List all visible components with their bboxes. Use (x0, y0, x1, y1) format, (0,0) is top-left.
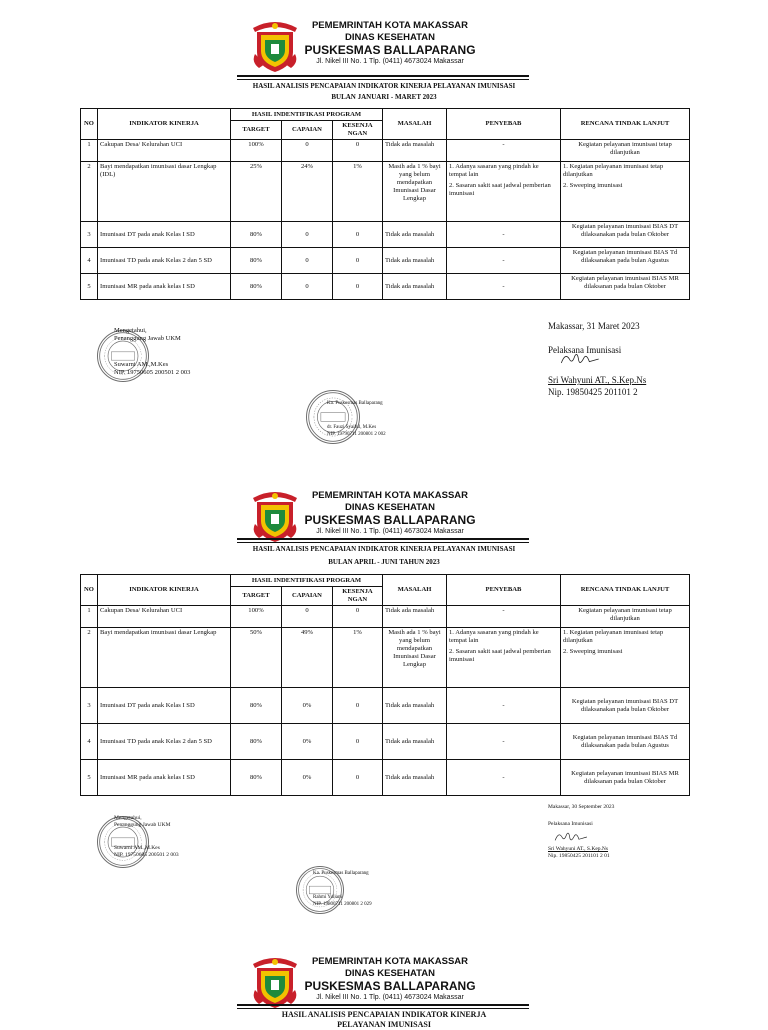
gov-name: PEMEMRINTAH KOTA MAKASSAR (311, 20, 469, 31)
signer-right: Makassar, 30 September 2023 Pelaksana Imunisasi Sri Wahyuni AT., S.Kep.Ns Nip. 19850425 201101 2 01 (548, 804, 615, 859)
signature-icon (554, 830, 588, 844)
report-title: HASIL ANALISIS PENCAPAIAN INDIKATOR KINERJA PELAYANAN IMUNISASI (252, 545, 516, 553)
col-capaian: CAPAIAN (282, 121, 333, 140)
table-row: 5 Imunisasi MR pada anak kelas I SD 80% 0 0 Tidak ada masalah - Kegiatan pelayanan imunisasi BIAS MR dilaksanan pada bulan Oktober (81, 274, 690, 300)
table-row: 2 Bayi mendapatkan imunisasi dasar Lengkap 50% 49% 1% Masih ada 1 % bayi yang belum mendapatkan Imunisasi Dasar Lengkap 1. Adanya sasaran yang pindah ke tempat lain 2. Sasaran sakit saat jadwal pemberian imunisasi 1. Kegiatan pelayanan imunisasi tetap dilanjutkan 2. Sweeping imunisasi (81, 628, 690, 688)
approver-left: Mengetahui, Penanggung Jawab UKM Suwarni AM.,M.Kes NIP. 19750605 200501 2 003 (114, 815, 179, 858)
puskesmas-name: PUSKESMAS BALLAPARANG (304, 43, 476, 57)
table-row: 3 Imunisasi DT pada anak Kelas I SD 80% 0% 0 Tidak ada masalah - Kegiatan pelayanan imunisasi BIAS DT dilaksanakan pada bulan Oktober (81, 688, 690, 724)
report-period: PELAYANAN IMUNISASI (337, 1020, 431, 1029)
col-penyebab: PENYEBAB (447, 109, 561, 140)
table-row: 2 Bayi mendapatkan imunisasi dasar Lengkap (IDL) 25% 24% 1% Masih ada 1 % bayi yang belum mendapatkan Imunisasi Dasar Lengkap 1. Adanya sasaran yang pindah ke tempat lain 2. Sasaran sakit saat jadwal pemberian imunisasi 1. Kegiatan pelayanan imunisasi tetap dilanjutkan 2. Sweeping imunisasi (81, 162, 690, 222)
report-title: HASIL ANALISIS PENCAPAIAN INDIKATOR KINERJA PELAYANAN IMUNISASI (252, 82, 516, 90)
approver-left: Mengetahui, Penanggung Jawab UKM Suwarni AM.,M.Kes NIP. 19750605 200501 2 003 (114, 327, 191, 376)
signer-right: Makassar, 31 Maret 2023 Pelaksana Imunisasi Sri Wahyuni AT., S.Kep.Ns Nip. 19850425 201101 2 (548, 321, 647, 397)
header-rule (237, 538, 529, 543)
table-row: 4 Imunisasi TD pada anak Kelas 2 dan 5 SD 80% 0 0 Tidak ada masalah - Kegiatan pelayanan imunisasi BIAS Td dilaksanakan pada bulan Agustus (81, 248, 690, 274)
dept-name: DINAS KESEHATAN (345, 32, 435, 43)
letterhead-text (300, 20, 480, 67)
report-period: BULAN APRIL - JUNI TAHUN 2023 (328, 558, 440, 566)
approver-center: Ka. Puskesmas Ballaparang dr. Fauzi Syaiful, M.Kes NIP. 19790711 200801 2 002 (327, 401, 386, 437)
table-row: 3 Imunisasi DT pada anak Kelas I SD 80% 0 0 Tidak ada masalah - Kegiatan pelayanan imunisasi BIAS DT dilaksanakan pada bulan Oktober (81, 222, 690, 248)
report-period: BULAN JANUARI - MARET 2023 (331, 93, 437, 101)
letterhead-text: PEMEMRINTAH KOTA MAKASSAR DINAS KESEHATAN PUSKESMAS BALLAPARANG Jl. Nikel III No. 1 Tlp. (0411) 4673024 Makassar (304, 490, 476, 535)
city-logo-icon (251, 488, 299, 544)
table-row: 1 Cakupan Desa/ Kelurahan UCI 100% 0 0 Tidak ada masalah - Kegiatan pelayanan imunisasi tetap dilanjutkan (81, 606, 690, 628)
signature-icon (560, 350, 600, 368)
city-logo-icon (251, 18, 299, 74)
table-row: 1 Cakupan Desa/ Kelurahan UCI 100% 0 0 Tidak ada masalah - Kegiatan pelayanan imunisasi tetap dilanjutkan (81, 140, 690, 162)
col-target: TARGET (231, 121, 282, 140)
report-title: HASIL ANALISIS PENCAPAIAN INDIKATOR KINERJA (281, 1010, 487, 1019)
col-kesenjangan: KESENJA NGAN (333, 121, 383, 140)
city-logo-icon (251, 954, 299, 1010)
letterhead-text: PEMEMRINTAH KOTA MAKASSAR DINAS KESEHATAN PUSKESMAS BALLAPARANG Jl. Nikel III No. 1 Tlp. (0411) 4673024 Makassar (304, 956, 476, 1001)
table-row: 5 Imunisasi MR pada anak kelas I SD 80% 0% 0 Tidak ada masalah - Kegiatan pelayanan imunisasi BIAS MR dilaksanan pada bulan Oktober (81, 760, 690, 796)
col-hasil: HASIL INDENTIFIKASI PROGRAM (231, 109, 383, 121)
col-rencana: RENCANA TINDAK LANJUT (561, 109, 690, 140)
col-no: NO (81, 109, 98, 140)
header-rule (237, 75, 529, 80)
report-table-2: NO INDIKATOR KINERJA HASIL INDENTIFIKASI PROGRAM MASALAH PENYEBAB RENCANA TINDAK LANJUT TARGET CAPAIAN KESENJA NGAN 1 Cakupan Desa/ Kelurahan UCI 100% 0 0 Tidak ada masalah - Kegiatan pelayanan imunisasi tetap dilanjutkan 2 Bayi mendapatkan imunisasi dasar Lengkap 50% 49% 1% Masih ada 1 % bayi yang belum mendapatkan Imunisasi Dasar Lengkap 1. Adanya sasaran yang pindah ke tempat lain 2. Sasaran sakit saat jadwal pemberian imunisasi 1. Kegiatan pelayanan imunisasi tetap dilanjutkan 2. Sweeping imunisasi 3 Imunisasi DT pada anak Kelas I SD 80% 0% 0 Tidak ada masalah - Kegiatan pelayanan imunisasi BIAS DT dilaksanakan pada bulan Oktober 4 Imunisasi TD pada anak Kelas 2 dan 5 SD 80% 0% 0 Tidak ada masalah - Kegiatan pelayanan imunisasi BIAS Td dilaksanakan pada bulan Agustus 5 Imunisasi MR pada anak kelas I SD 80% 0% 0 Tidak ada masalah - Kegiatan pelayanan imunisasi BIAS MR dilaksanan pada bulan Oktober (80, 574, 690, 796)
report-table-1 (80, 108, 690, 300)
header-rule (237, 1004, 529, 1009)
table-row: 4 Imunisasi TD pada anak Kelas 2 dan 5 SD 80% 0% 0 Tidak ada masalah - Kegiatan pelayanan imunisasi BIAS Td dilaksanakan pada bulan Agustus (81, 724, 690, 760)
col-masalah: MASALAH (383, 109, 447, 140)
address: Jl. Nikel III No. 1 Tlp. (0411) 4673024 Makassar (316, 58, 464, 65)
approver-center: Ka. Puskesmas Ballaparang Rahmi Yuliani NIP. 19800711 200801 2 029 (313, 871, 372, 907)
col-indikator: INDIKATOR KINERJA (98, 109, 231, 140)
